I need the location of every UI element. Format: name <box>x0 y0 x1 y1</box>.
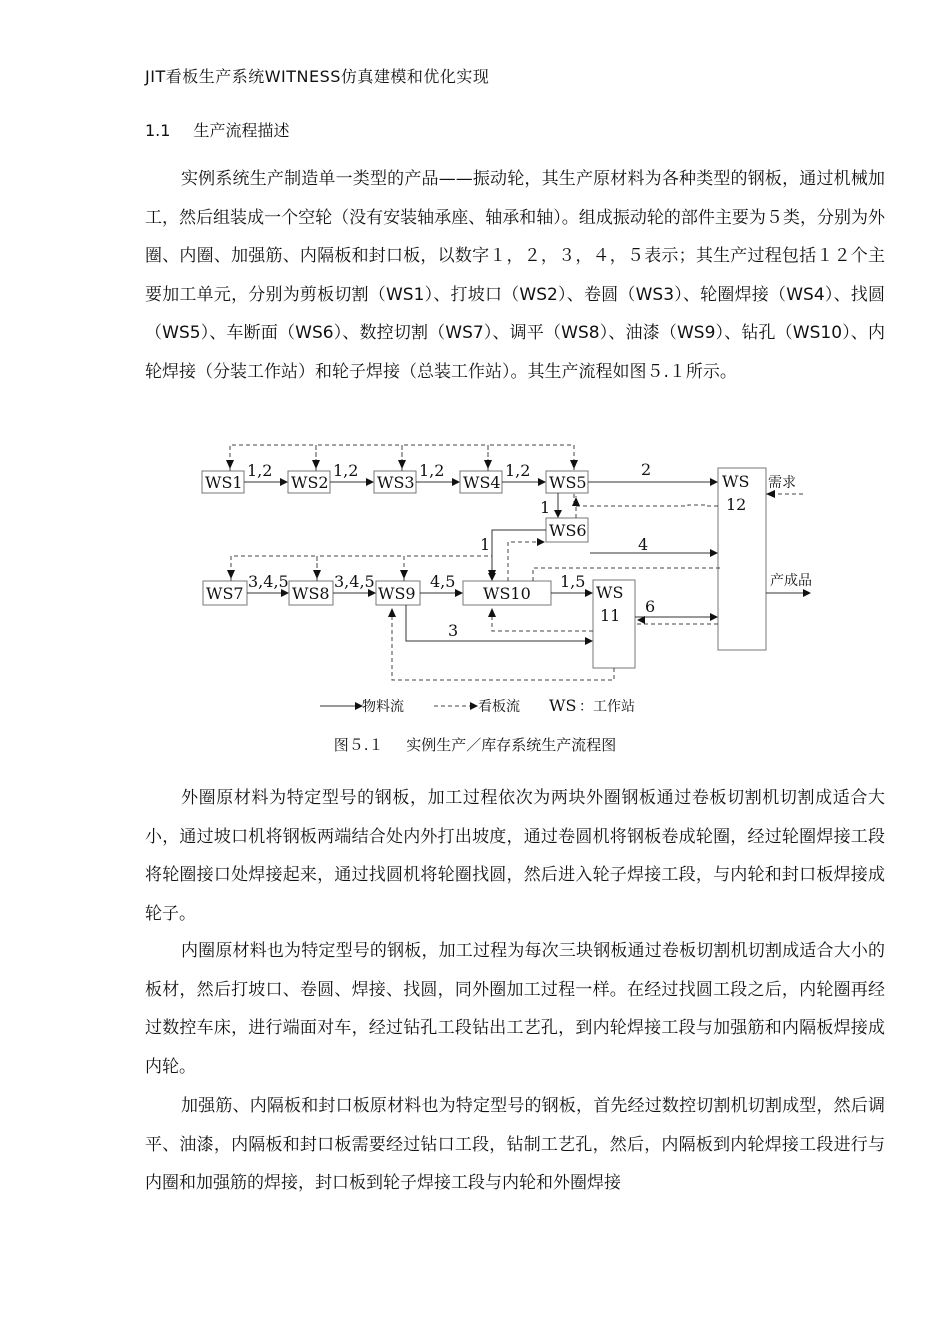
flow-label: 1,2 <box>505 461 531 480</box>
material-flow-ws6-ws10 <box>492 530 546 580</box>
ws12-label-line2: 12 <box>726 495 747 514</box>
ws4-label: WS4 <box>463 473 501 492</box>
kanban-arrowhead <box>488 608 496 617</box>
kanban-arrowhead <box>313 570 321 579</box>
paragraph-3: 内圈原材料也为特定型号的钢板，加工过程为每次三块钢板通过卷板切割机切割成适合大小的板材，然后打坡口、卷圆、焊接、找圆，同外圈加工过程一样。在经过找圆工段之后，内轮圈再经过数控车床，进行端面对车，经过钻孔工段钻出工艺孔，到内轮焊接工段与加强筋和内隔板焊接成内轮。 <box>145 941 885 1077</box>
kanban-loop-ws5-ws4 <box>488 445 574 471</box>
ws11-label-line1: WS <box>596 583 624 602</box>
kanban-arrowhead <box>227 570 235 579</box>
flow-label: 4 <box>638 535 649 554</box>
production-flow-diagram <box>195 436 835 726</box>
ws10-label: WS10 <box>483 584 531 603</box>
flow-label: 1 <box>540 498 551 517</box>
kanban-arrowhead <box>766 490 775 498</box>
flow-label: 1,2 <box>247 461 273 480</box>
flow-label: 4,5 <box>430 572 456 591</box>
flow-label: 3 <box>448 621 459 640</box>
ws8-label: WS8 <box>292 584 330 603</box>
ws3-label: WS3 <box>377 473 415 492</box>
kanban-arrowhead <box>388 608 396 617</box>
kanban-arrowhead <box>488 570 496 579</box>
kanban-ws12-ws5 <box>574 494 718 506</box>
kanban-arrowhead <box>570 460 578 469</box>
kanban-arrowhead <box>484 460 492 469</box>
kanban-loop-ws3-ws2 <box>316 445 402 471</box>
legend-ws-desc: ：工作站 <box>579 699 635 715</box>
flow-label: 1 <box>480 535 491 554</box>
kanban-loop-ws4-ws3 <box>402 445 488 471</box>
kanban-arrowhead <box>398 460 406 469</box>
flow-label: 6 <box>645 597 656 616</box>
section-number: 1.1 <box>145 121 171 140</box>
section-heading <box>145 118 290 141</box>
kanban-arrowhead <box>400 570 408 579</box>
paragraph-2: 外圈原材料为特定型号的钢板，加工过程依次为两块外圈钢板通过卷板切割机切割成适合大小，通过坡口机将钢板两端结合处内外打出坡度，通过卷圆机将钢板卷成轮圈，经过轮圈焊接工段将轮圈接口处焊接起来，通过找圆机将轮圈找圆，然后进入轮子焊接工段，与内轮和封口板焊接成轮子。 <box>145 788 885 924</box>
ws6-label: WS6 <box>549 521 587 540</box>
kanban-ws11-ws9 <box>392 606 614 680</box>
legend-kanban-arrowhead <box>470 702 478 710</box>
ws2-label: WS2 <box>291 473 329 492</box>
legend-ws-label: WS <box>549 696 577 715</box>
flow-label: 3,4,5 <box>334 572 375 591</box>
kanban-loop-ws2-ws1 <box>230 445 316 471</box>
ws5-label: WS5 <box>549 473 587 492</box>
ws11-label-line2: 11 <box>600 606 621 625</box>
kanban-arrowhead <box>572 497 580 506</box>
demand-label: 需求 <box>768 475 796 491</box>
flow-label: 1,2 <box>419 461 445 480</box>
kanban-arrowhead <box>226 460 234 469</box>
flow-label: 3,4,5 <box>248 572 289 591</box>
kanban-ws11-ws10 <box>492 606 593 631</box>
figure-caption <box>0 734 950 755</box>
flow-label: 1,2 <box>333 461 359 480</box>
legend-material-label: 物料流 <box>362 699 404 715</box>
legend-kanban-label: 看板流 <box>478 699 520 715</box>
material-flow-ws9-ws11 <box>406 605 592 641</box>
ws1-label: WS1 <box>205 473 243 492</box>
ws7-label: WS7 <box>206 584 244 603</box>
ws12-label-line1: WS <box>722 472 750 491</box>
section-title: 生产流程描述 <box>193 121 290 140</box>
kanban-arrowhead <box>312 460 320 469</box>
figure-title: 实例生产／库存系统生产流程图 <box>406 736 617 754</box>
ws9-label: WS9 <box>378 584 416 603</box>
kanban-arrowhead <box>537 538 545 546</box>
flow-label: 2 <box>641 460 652 479</box>
kanban-ws10-ws6 <box>508 542 545 581</box>
product-label: 产成品 <box>770 573 812 589</box>
running-header: JIT看板生产系统WITNESS仿真建模和优化实现 <box>145 67 490 86</box>
flow-label: 1,5 <box>560 572 586 591</box>
paragraph-1: 实例系统生产制造单一类型的产品——振动轮，其生产原材料为各种类型的钢板，通过机械加工，然后组装成一个空轮（没有安装轴承座、轴承和轴）。组成振动轮的部件主要为５类，分别为外圈、内圈、加强筋、内隔板和封口板，以数字１，２，３，４，５表示；其生产过程包括１２个主要加工单元，分别为剪板切割（WS1）、打坡口（WS2）、卷圆（WS3）、轮圈焊接（WS4）、找圆（WS5）、车断面（WS6）、数控切割（WS7）、调平（WS8）、油漆（WS9）、钻孔（WS10）、内轮焊接（分装工作站）和轮子焊接（总装工作站）。其生产流程如图５.１所示。 <box>145 169 885 382</box>
paragraph-4: 加强筋、内隔板和封口板原材料也为特定型号的钢板，首先经过数控切割机切割成型，然后调平、油漆，内隔板和封口板需要经过钻口工段，钻制工艺孔，然后，内隔板到内轮焊接工段进行与内圈和加强筋的焊接，封口板到轮子焊接工段与内轮和外圈焊接 <box>145 1096 885 1194</box>
figure-number: 图５.１ <box>333 736 384 754</box>
